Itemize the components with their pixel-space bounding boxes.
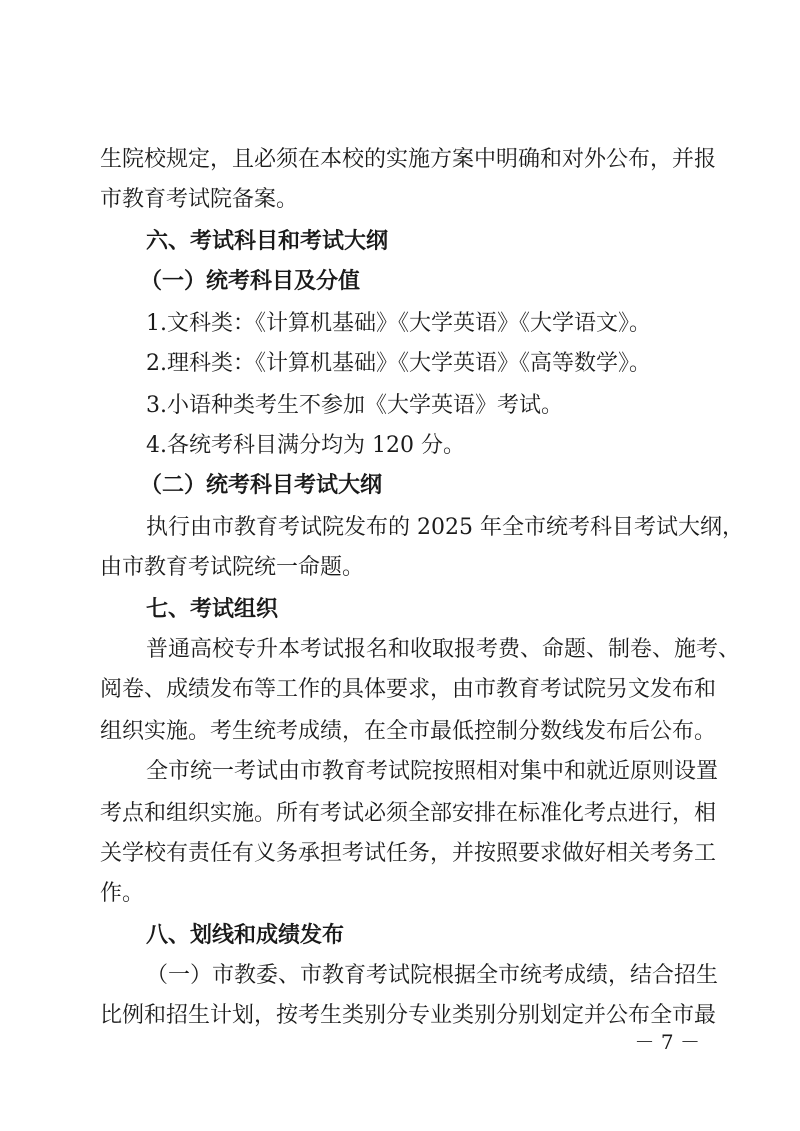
paragraph-line: 考点和组织实施。所有考试必须全部安排在标准化考点进行，相 — [100, 801, 717, 826]
paragraph-line: 组织实施。考生统考成绩，在全市最低控制分数线发布后公布。 — [100, 719, 717, 744]
paragraph-line: 生院校规定，且必须在本校的实施方案中明确和对外公布，并报 — [100, 147, 717, 172]
paragraph-line: 由市教育考试院统一命题。 — [100, 555, 365, 580]
paragraph-line: （一）市教委、市教育考试院根据全市统考成绩，结合招生 — [146, 963, 719, 988]
list-item: 3.小语种类考生不参加《大学英语》考试。 — [146, 393, 563, 418]
paragraph-line: 关学校有责任有义务承担考试任务，并按照要求做好相关考务工 — [100, 841, 717, 866]
list-item: 4.各统考科目满分均为 120 分。 — [146, 433, 465, 458]
subsection-heading: （二）统考科目考试大纲 — [140, 473, 383, 498]
paragraph-line: 市教育考试院备案。 — [100, 187, 299, 212]
subsection-heading: （一）统考科目及分值 — [140, 269, 361, 294]
list-item: 1.文科类：《计算机基础》《大学英语》《大学语文》。 — [146, 311, 651, 336]
page-number: － 7 － — [634, 1030, 700, 1054]
paragraph-line: 执行由市教育考试院发布的 2025 年全市统考科目考试大纲， — [146, 515, 744, 540]
list-item: 2.理科类：《计算机基础》《大学英语》《高等数学》。 — [146, 351, 651, 376]
paragraph-line: 全市统一考试由市教育考试院按照相对集中和就近原则设置 — [146, 759, 719, 784]
paragraph-line: 比例和招生计划，按考生类别分专业类别分别划定并公布全市最 — [100, 1003, 717, 1028]
paragraph-line: 作。 — [100, 881, 145, 906]
paragraph-line: 普通高校专升本考试报名和收取报考费、命题、制卷、施考、 — [146, 637, 741, 662]
paragraph-line: 阅卷、成绩发布等工作的具体要求，由市教育考试院另文发布和 — [100, 677, 717, 702]
section-heading: 八、划线和成绩发布 — [146, 923, 345, 948]
section-heading: 七、考试组织 — [146, 597, 279, 622]
section-heading: 六、考试科目和考试大纲 — [146, 229, 389, 254]
